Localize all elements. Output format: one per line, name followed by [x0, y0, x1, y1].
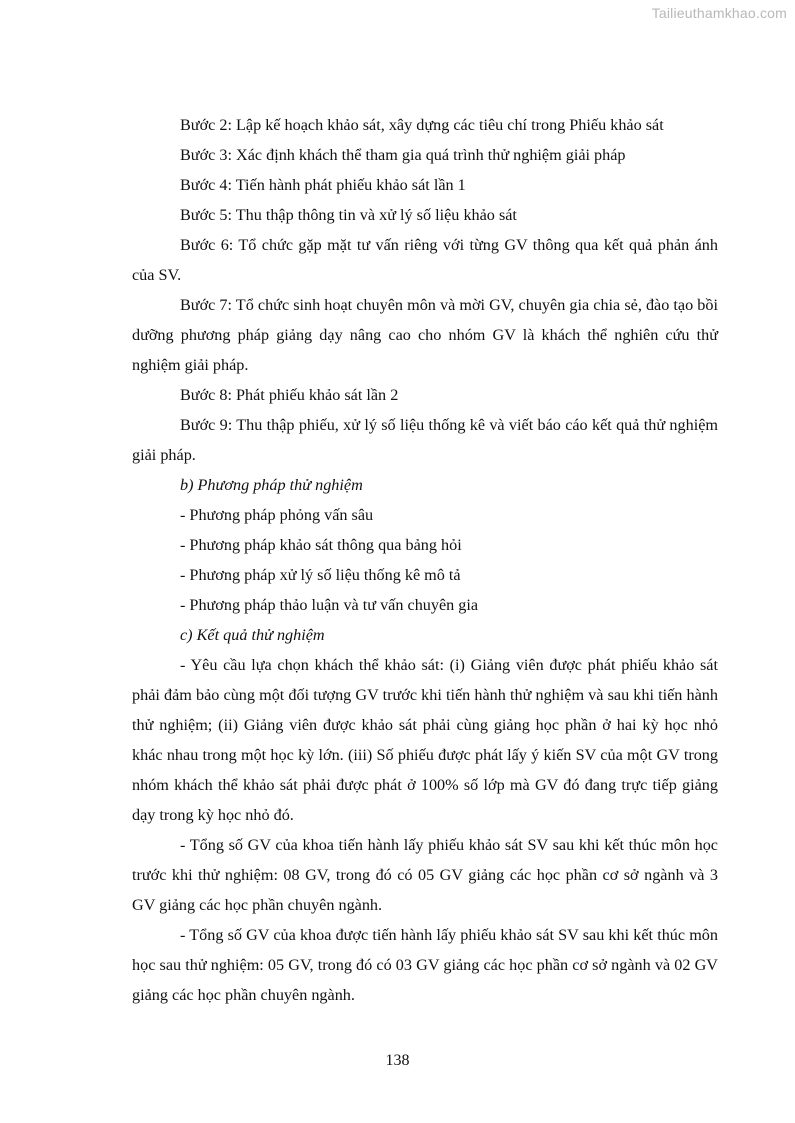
step-5-paragraph: Bước 5: Thu thập thông tin và xử lý số liệu khảo sát	[180, 206, 517, 224]
document-body	[132, 110, 718, 1010]
step-9-paragraph: Bước 9: Thu thập phiếu, xử lý số liệu thống kê và viết báo cáo kết quả thử nghiệm giải pháp.	[132, 416, 718, 464]
section-heading-method: b) Phương pháp thử nghiệm	[180, 476, 363, 494]
results-paragraph: - Yêu cầu lựa chọn khách thể khảo sát: (i) Giảng viên được phát phiếu khảo sát phải đảm bảo cùng một đối tượng GV trước khi tiến hành thử nghiệm và sau khi tiến hành thử nghiệm; (ii) Giảng viên được khảo sát phải cùng giảng học phần ở hai kỳ học nhỏ khác nhau trong một học kỳ lớn. (iii) Số phiếu được phát lấy ý kiến SV của một GV trong nhóm khách thể khảo sát phải được phát ở 100% số lớp mà GV đó đang trực tiếp giảng dạy trong kỳ học nhỏ đó.	[132, 656, 718, 824]
step-8-paragraph: Bước 8: Phát phiếu khảo sát lần 2	[180, 386, 399, 404]
results-paragraph: - Tổng số GV của khoa tiến hành lấy phiếu khảo sát SV sau khi kết thúc môn học trước khi thử nghiệm: 08 GV, trong đó có 05 GV giảng các học phần cơ sở ngành và 3 GV giảng các học phần chuyên ngành.	[132, 836, 718, 914]
step-3-paragraph: Bước 3: Xác định khách thể tham gia quá trình thử nghiệm giải pháp	[180, 146, 626, 164]
method-item: - Phương pháp xử lý số liệu thống kê mô tả	[180, 566, 461, 584]
step-7-paragraph: Bước 7: Tổ chức sinh hoạt chuyên môn và mời GV, chuyên gia chia sẻ, đào tạo bồi dưỡng phương pháp giảng dạy nâng cao cho nhóm GV là khách thể nghiên cứu thử nghiệm giải pháp.	[132, 296, 718, 374]
watermark: Tailieuthamkhao.com	[651, 5, 787, 21]
page-number: 138	[385, 1052, 410, 1069]
section-heading-results: c) Kết quả thử nghiệm	[180, 626, 325, 644]
step-6-paragraph: Bước 6: Tổ chức gặp mặt tư vấn riêng với từng GV thông qua kết quả phản ánh của SV.	[132, 236, 718, 284]
results-paragraph: - Tổng số GV của khoa được tiến hành lấy phiếu khảo sát SV sau khi kết thúc môn học sau thử nghiệm: 05 GV, trong đó có 03 GV giảng các học phần cơ sở ngành và 02 GV giảng các học phần chuyên ngành.	[132, 926, 718, 1004]
method-item: - Phương pháp thảo luận và tư vấn chuyên gia	[180, 596, 479, 614]
step-2-paragraph: Bước 2: Lập kế hoạch khảo sát, xây dựng các tiêu chí trong Phiếu khảo sát	[180, 116, 664, 134]
step-4-paragraph: Bước 4: Tiến hành phát phiếu khảo sát lần 1	[180, 176, 466, 194]
method-item: - Phương pháp phỏng vấn sâu	[180, 506, 374, 524]
method-item: - Phương pháp khảo sát thông qua bảng hỏi	[180, 536, 462, 554]
